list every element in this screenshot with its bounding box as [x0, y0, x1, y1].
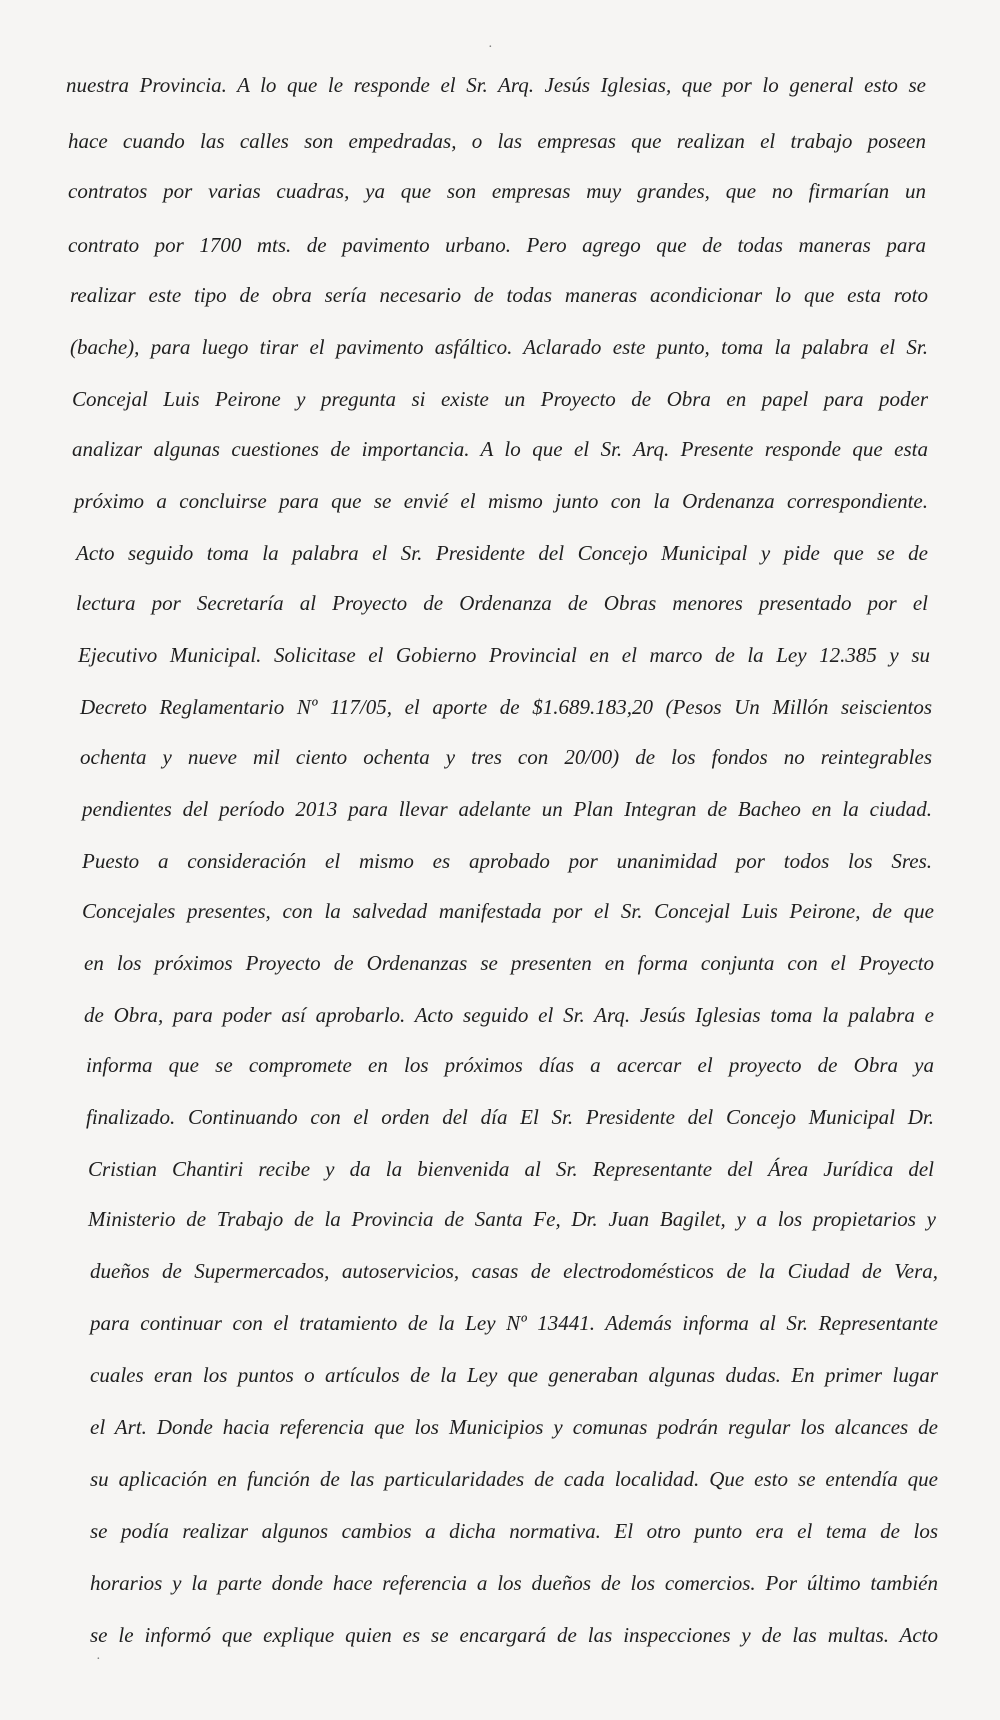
text-line: analizar algunas cuestiones de importancia. A lo que el Sr. Arq. Presente responde que esta — [72, 437, 928, 461]
text-line: realizar este tipo de obra sería necesario de todas maneras acondicionar lo que esta roto — [70, 283, 928, 307]
text-line: hace cuando las calles son empedradas, o las empresas que realizan el trabajo poseen — [68, 129, 926, 153]
text-line: Concejal Luis Peirone y pregunta si existe un Proyecto de Obra en papel para poder — [72, 387, 928, 411]
text-line: (bache), para luego tirar el pavimento asfáltico. Aclarado este punto, toma la palabra el Sr. — [70, 335, 928, 359]
text-line: contratos por varias cuadras, ya que son empresas muy grandes, que no firmarían un — [68, 179, 926, 203]
text-line: horarios y la parte donde hace referencia a los dueños de los comercios. Por último también — [90, 1571, 938, 1595]
text-line: Cristian Chantiri recibe y da la bienvenida al Sr. Representante del Área Jurídica del — [88, 1157, 934, 1181]
text-line: de Obra, para poder así aprobarlo. Acto seguido el Sr. Arq. Jesús Iglesias toma la palabra e — [84, 1003, 934, 1027]
text-line: contrato por 1700 mts. de pavimento urbano. Pero agrego que de todas maneras para — [68, 233, 926, 257]
scan-mark: · — [488, 40, 493, 55]
text-line: en los próximos Proyecto de Ordenanzas se presenten en forma conjunta con el Proyecto — [84, 951, 934, 975]
text-line: finalizado. Continuando con el orden del día El Sr. Presidente del Concejo Municipal Dr. — [86, 1105, 934, 1129]
text-line: ochenta y nueve mil ciento ochenta y tres con 20/00) de los fondos no reintegrables — [80, 745, 932, 769]
text-line: Concejales presentes, con la salvedad manifestada por el Sr. Concejal Luis Peirone, de que — [82, 899, 934, 923]
text-line: se le informó que explique quien es se encargará de las inspecciones y de las multas. Acto — [90, 1623, 938, 1647]
text-line: Acto seguido toma la palabra el Sr. Presidente del Concejo Municipal y pide que se de — [76, 541, 928, 565]
text-line: cuales eran los puntos o artículos de la Ley que generaban algunas dudas. En primer lugar — [90, 1363, 938, 1387]
text-line: próximo a concluirse para que se envié el mismo junto con la Ordenanza correspondiente. — [74, 489, 928, 513]
text-line: lectura por Secretaría al Proyecto de Ordenanza de Obras menores presentado por el — [76, 591, 928, 615]
text-line: dueños de Supermercados, autoservicios, casas de electrodomésticos de la Ciudad de Vera, — [90, 1259, 938, 1283]
text-line: para continuar con el tratamiento de la Ley Nº 13441. Además informa al Sr. Representante — [90, 1311, 938, 1335]
scan-mark: · — [96, 1652, 101, 1667]
text-line: Ejecutivo Municipal. Solicitase el Gobierno Provincial en el marco de la Ley 12.385 y su — [78, 643, 930, 667]
text-line: Decreto Reglamentario Nº 117/05, el aporte de $1.689.183,20 (Pesos Un Millón seiscientos — [80, 695, 932, 719]
text-line: se podía realizar algunos cambios a dicha normativa. El otro punto era el tema de los — [90, 1519, 938, 1543]
text-line: nuestra Provincia. A lo que le responde el Sr. Arq. Jesús Iglesias, que por lo general esto se — [66, 73, 926, 97]
text-line: su aplicación en función de las particularidades de cada localidad. Que esto se entendía que — [90, 1467, 938, 1491]
text-line: pendientes del período 2013 para llevar adelante un Plan Integran de Bacheo en la ciudad. — [82, 797, 932, 821]
text-line: Ministerio de Trabajo de la Provincia de Santa Fe, Dr. Juan Bagilet, y a los propietarios y — [88, 1207, 936, 1231]
text-line: Puesto a consideración el mismo es aprobado por unanimidad por todos los Sres. — [82, 849, 932, 873]
text-line: informa que se compromete en los próximos días a acercar el proyecto de Obra ya — [86, 1053, 934, 1077]
text-line: el Art. Donde hacia referencia que los Municipios y comunas podrán regular los alcances de — [90, 1415, 938, 1439]
